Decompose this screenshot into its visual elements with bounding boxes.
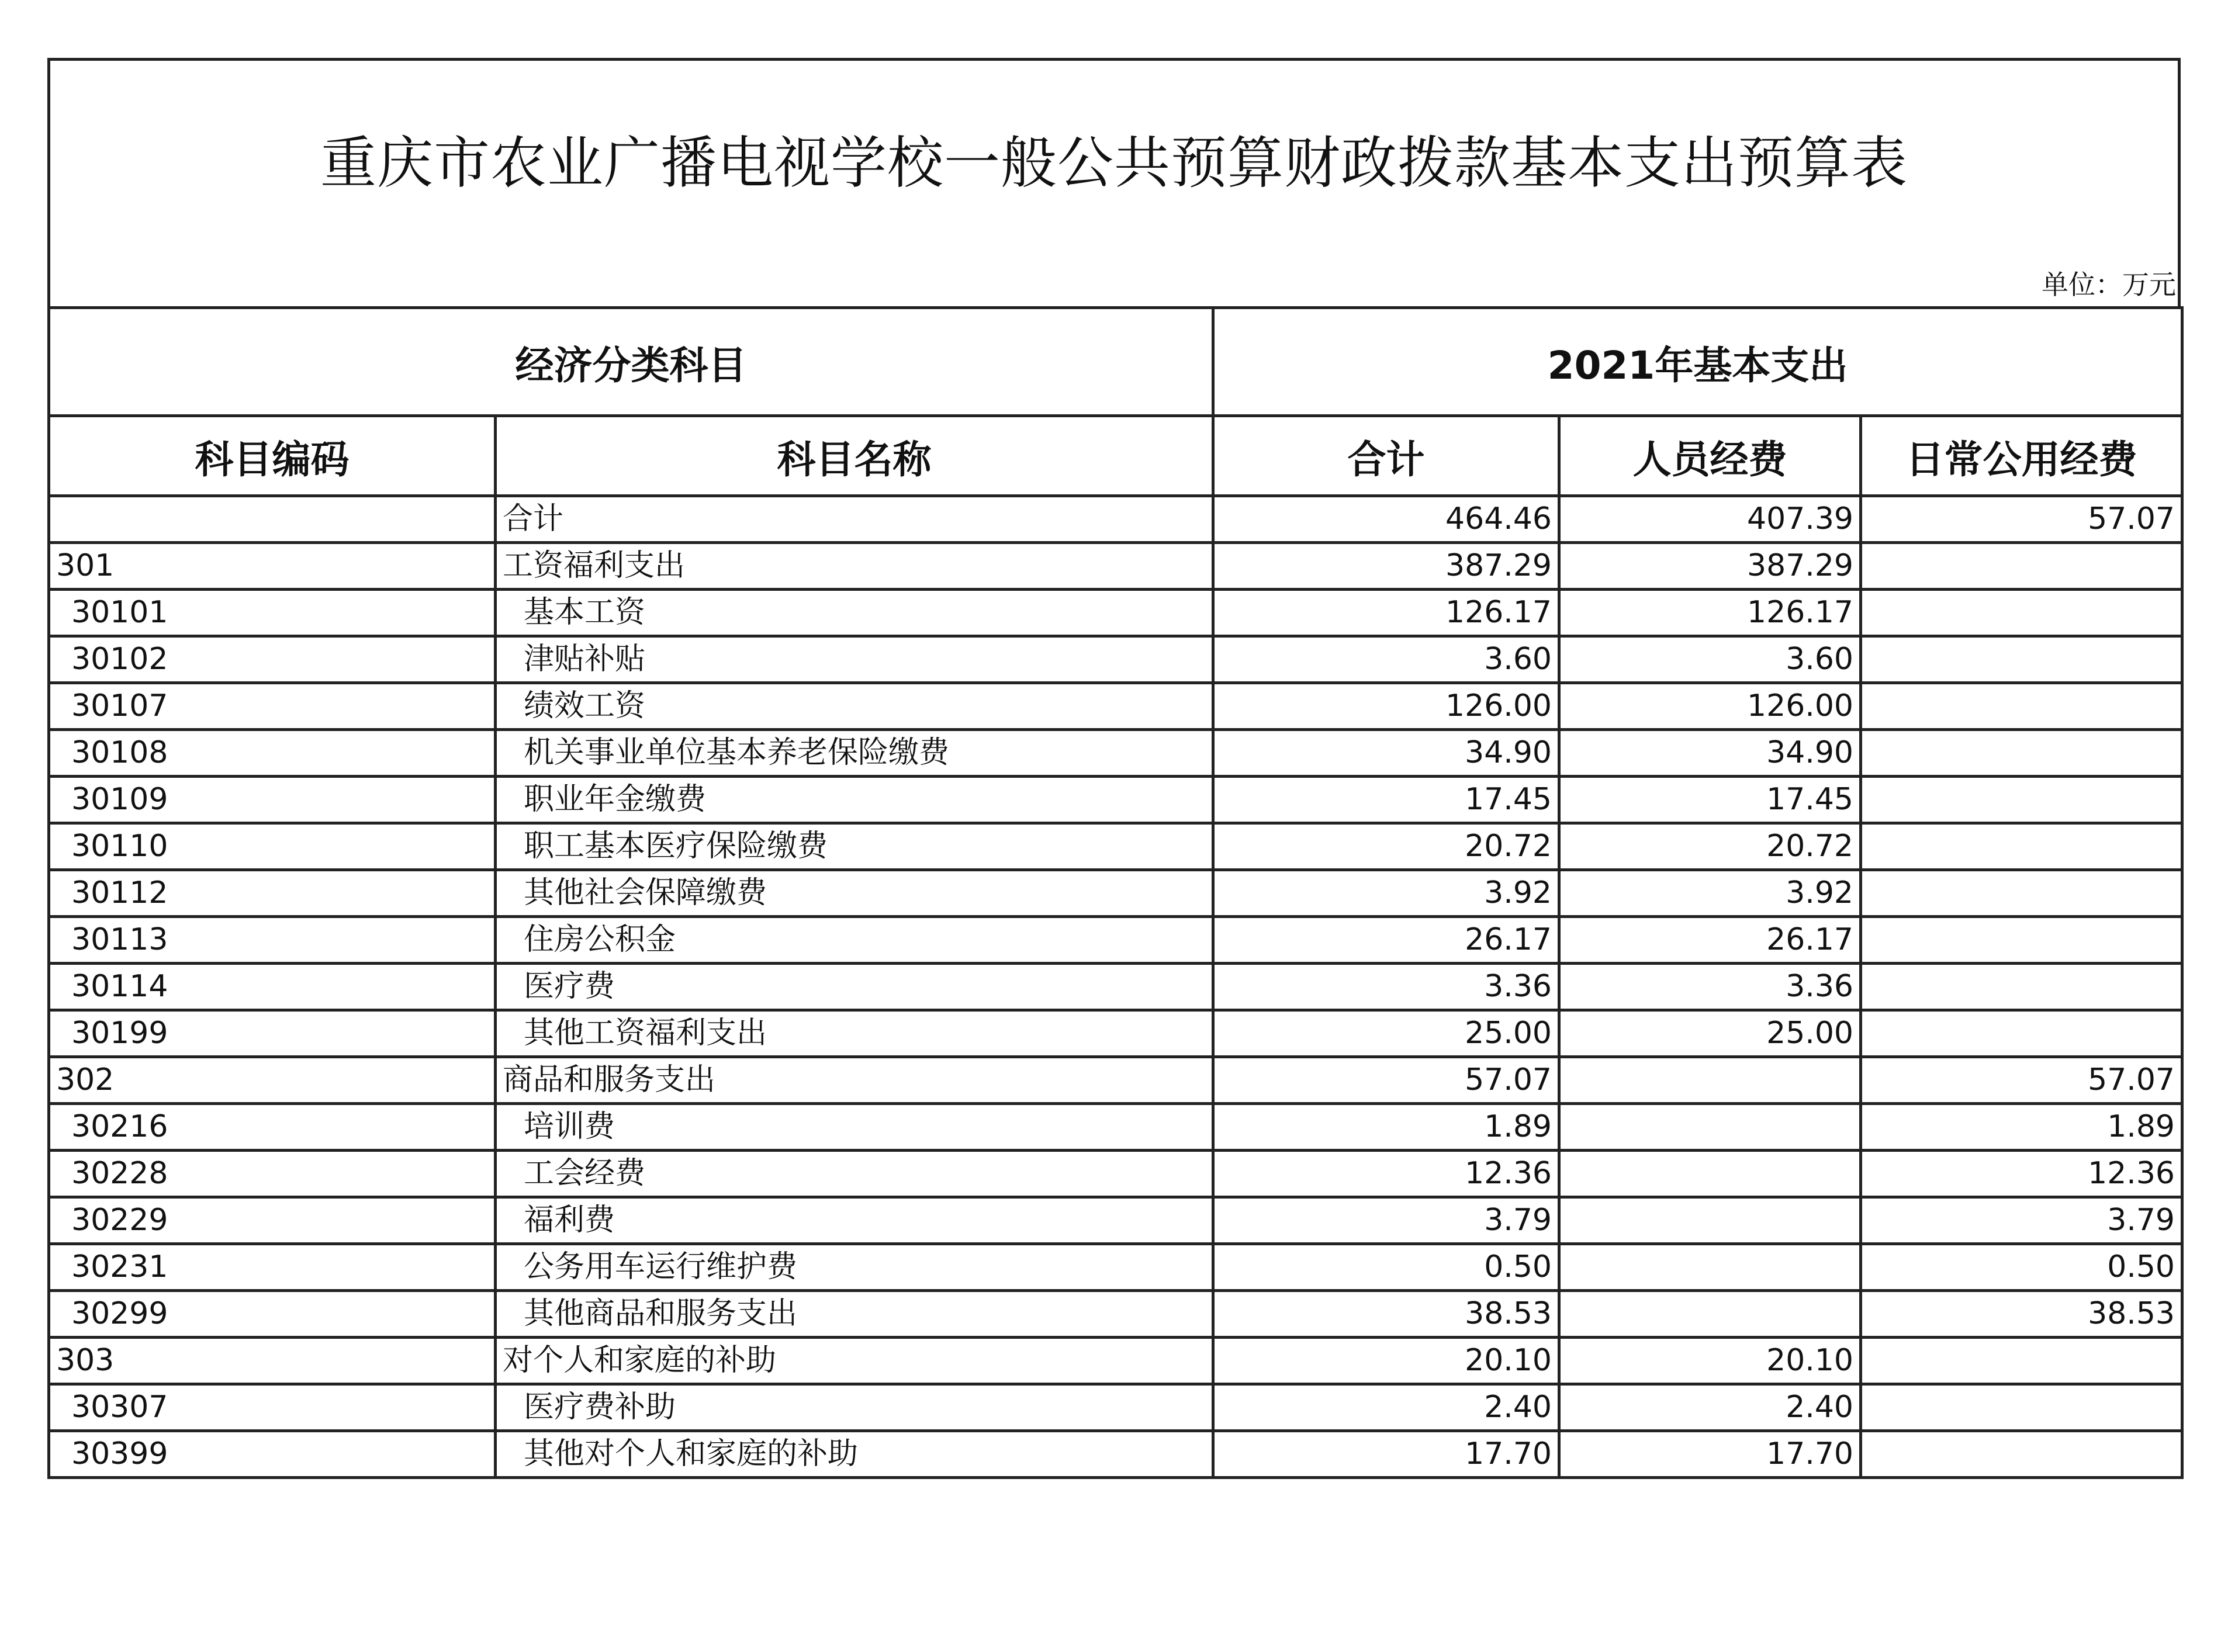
header-row-columns <box>49 416 2182 496</box>
table-row <box>49 1291 2182 1338</box>
cell-total: 3.60 <box>1213 636 1559 683</box>
cell-name: 对个人和家庭的补助 <box>496 1338 1213 1384</box>
cell-personnel <box>1559 1244 1861 1291</box>
cell-public <box>1861 636 2182 683</box>
cell-total: 20.10 <box>1213 1338 1559 1384</box>
header-row-group <box>49 308 2182 416</box>
header-public: 日常公用经费 <box>1861 416 2182 496</box>
cell-code: 301 <box>49 543 496 590</box>
cell-name: 工会经费 <box>496 1151 1213 1197</box>
header-personnel: 人员经费 <box>1559 416 1861 496</box>
cell-total: 387.29 <box>1213 543 1559 590</box>
cell-personnel: 3.36 <box>1559 964 1861 1010</box>
cell-personnel: 20.10 <box>1559 1338 1861 1384</box>
cell-code: 30101 <box>49 590 496 636</box>
cell-code: 302 <box>49 1057 496 1104</box>
cell-name: 机关事业单位基本养老保险缴费 <box>496 730 1213 777</box>
budget-sheet <box>47 58 2184 1554</box>
budget-table <box>47 306 2184 1479</box>
cell-name: 合计 <box>496 496 1213 543</box>
cell-name: 职工基本医疗保险缴费 <box>496 823 1213 870</box>
cell-code: 30112 <box>49 870 496 917</box>
header-name: 科目名称 <box>496 416 1213 496</box>
cell-public: 1.89 <box>1861 1104 2182 1151</box>
cell-name: 医疗费 <box>496 964 1213 1010</box>
cell-code <box>49 496 496 543</box>
cell-public <box>1861 730 2182 777</box>
table-row <box>49 964 2182 1010</box>
cell-total: 1.89 <box>1213 1104 1559 1151</box>
table-row <box>49 1384 2182 1431</box>
cell-personnel: 2.40 <box>1559 1384 1861 1431</box>
page-title: 重庆市农业广播电视学校一般公共预算财政拨款基本支出预算表 <box>320 130 1908 196</box>
table-row <box>49 1431 2182 1478</box>
cell-code: 30216 <box>49 1104 496 1151</box>
cell-name: 商品和服务支出 <box>496 1057 1213 1104</box>
header-code: 科目编码 <box>49 416 496 496</box>
cell-name: 其他商品和服务支出 <box>496 1291 1213 1338</box>
cell-code: 30109 <box>49 777 496 823</box>
cell-total: 3.36 <box>1213 964 1559 1010</box>
cell-total: 26.17 <box>1213 917 1559 964</box>
cell-public <box>1861 590 2182 636</box>
table-row <box>49 636 2182 683</box>
table-row <box>49 870 2182 917</box>
cell-code: 30108 <box>49 730 496 777</box>
cell-code: 30307 <box>49 1384 496 1431</box>
cell-total: 38.53 <box>1213 1291 1559 1338</box>
cell-public <box>1861 777 2182 823</box>
cell-code: 30399 <box>49 1431 496 1478</box>
cell-personnel: 3.60 <box>1559 636 1861 683</box>
cell-public <box>1861 683 2182 730</box>
cell-code: 30199 <box>49 1010 496 1057</box>
cell-personnel <box>1559 1057 1861 1104</box>
cell-code: 303 <box>49 1338 496 1384</box>
cell-public <box>1861 1338 2182 1384</box>
cell-name: 培训费 <box>496 1104 1213 1151</box>
cell-personnel: 126.00 <box>1559 683 1861 730</box>
cell-name: 职业年金缴费 <box>496 777 1213 823</box>
cell-personnel: 126.17 <box>1559 590 1861 636</box>
cell-code: 30107 <box>49 683 496 730</box>
table-row <box>49 777 2182 823</box>
cell-personnel: 17.45 <box>1559 777 1861 823</box>
cell-name: 其他工资福利支出 <box>496 1010 1213 1057</box>
cell-name: 其他社会保障缴费 <box>496 870 1213 917</box>
cell-personnel <box>1559 1151 1861 1197</box>
cell-name: 津贴补贴 <box>496 636 1213 683</box>
cell-name: 住房公积金 <box>496 917 1213 964</box>
cell-total: 126.17 <box>1213 590 1559 636</box>
cell-public <box>1861 1431 2182 1478</box>
table-body <box>49 496 2182 1478</box>
table-row <box>49 1244 2182 1291</box>
cell-total: 25.00 <box>1213 1010 1559 1057</box>
cell-public: 3.79 <box>1861 1197 2182 1244</box>
cell-total: 0.50 <box>1213 1244 1559 1291</box>
table-row <box>49 1338 2182 1384</box>
cell-total: 17.45 <box>1213 777 1559 823</box>
cell-name: 公务用车运行维护费 <box>496 1244 1213 1291</box>
cell-public <box>1861 964 2182 1010</box>
cell-personnel: 17.70 <box>1559 1431 1861 1478</box>
cell-public: 12.36 <box>1861 1151 2182 1197</box>
cell-total: 12.36 <box>1213 1151 1559 1197</box>
cell-code: 30231 <box>49 1244 496 1291</box>
cell-total: 34.90 <box>1213 730 1559 777</box>
table-row <box>49 917 2182 964</box>
cell-name: 绩效工资 <box>496 683 1213 730</box>
cell-code: 30114 <box>49 964 496 1010</box>
cell-public <box>1861 823 2182 870</box>
cell-total: 20.72 <box>1213 823 1559 870</box>
header-basic-expenditure-2021: 2021年基本支出 <box>1213 308 2182 416</box>
cell-personnel: 25.00 <box>1559 1010 1861 1057</box>
cell-personnel: 34.90 <box>1559 730 1861 777</box>
cell-public <box>1861 870 2182 917</box>
cell-code: 30113 <box>49 917 496 964</box>
cell-name: 其他对个人和家庭的补助 <box>496 1431 1213 1478</box>
cell-code: 30229 <box>49 1197 496 1244</box>
cell-public <box>1861 1384 2182 1431</box>
cell-total: 3.92 <box>1213 870 1559 917</box>
cell-personnel: 26.17 <box>1559 917 1861 964</box>
cell-total: 3.79 <box>1213 1197 1559 1244</box>
cell-name: 福利费 <box>496 1197 1213 1244</box>
table-row <box>49 730 2182 777</box>
cell-personnel: 407.39 <box>1559 496 1861 543</box>
cell-personnel <box>1559 1104 1861 1151</box>
table-row <box>49 683 2182 730</box>
table-row <box>49 496 2182 543</box>
cell-code: 30102 <box>49 636 496 683</box>
header-economic-classification: 经济分类科目 <box>49 308 1213 416</box>
cell-total: 2.40 <box>1213 1384 1559 1431</box>
cell-personnel <box>1559 1291 1861 1338</box>
cell-public <box>1861 917 2182 964</box>
cell-code: 30299 <box>49 1291 496 1338</box>
cell-public <box>1861 543 2182 590</box>
cell-name: 基本工资 <box>496 590 1213 636</box>
cell-public: 57.07 <box>1861 1057 2182 1104</box>
cell-code: 30228 <box>49 1151 496 1197</box>
cell-public: 38.53 <box>1861 1291 2182 1338</box>
cell-total: 126.00 <box>1213 683 1559 730</box>
cell-name: 医疗费补助 <box>496 1384 1213 1431</box>
cell-personnel: 3.92 <box>1559 870 1861 917</box>
cell-name: 工资福利支出 <box>496 543 1213 590</box>
cell-total: 17.70 <box>1213 1431 1559 1478</box>
table-row <box>49 543 2182 590</box>
table-row <box>49 1057 2182 1104</box>
cell-personnel: 387.29 <box>1559 543 1861 590</box>
cell-public <box>1861 1010 2182 1057</box>
cell-personnel <box>1559 1197 1861 1244</box>
cell-code: 30110 <box>49 823 496 870</box>
table-row <box>49 590 2182 636</box>
table-row <box>49 1197 2182 1244</box>
cell-public: 0.50 <box>1861 1244 2182 1291</box>
table-row <box>49 823 2182 870</box>
cell-total: 464.46 <box>1213 496 1559 543</box>
table-row <box>49 1151 2182 1197</box>
header-total: 合计 <box>1213 416 1559 496</box>
table-row <box>49 1010 2182 1057</box>
cell-total: 57.07 <box>1213 1057 1559 1104</box>
unit-label: 单位：万元 <box>2042 269 2176 300</box>
cell-public: 57.07 <box>1861 496 2182 543</box>
table-row <box>49 1104 2182 1151</box>
cell-personnel: 20.72 <box>1559 823 1861 870</box>
